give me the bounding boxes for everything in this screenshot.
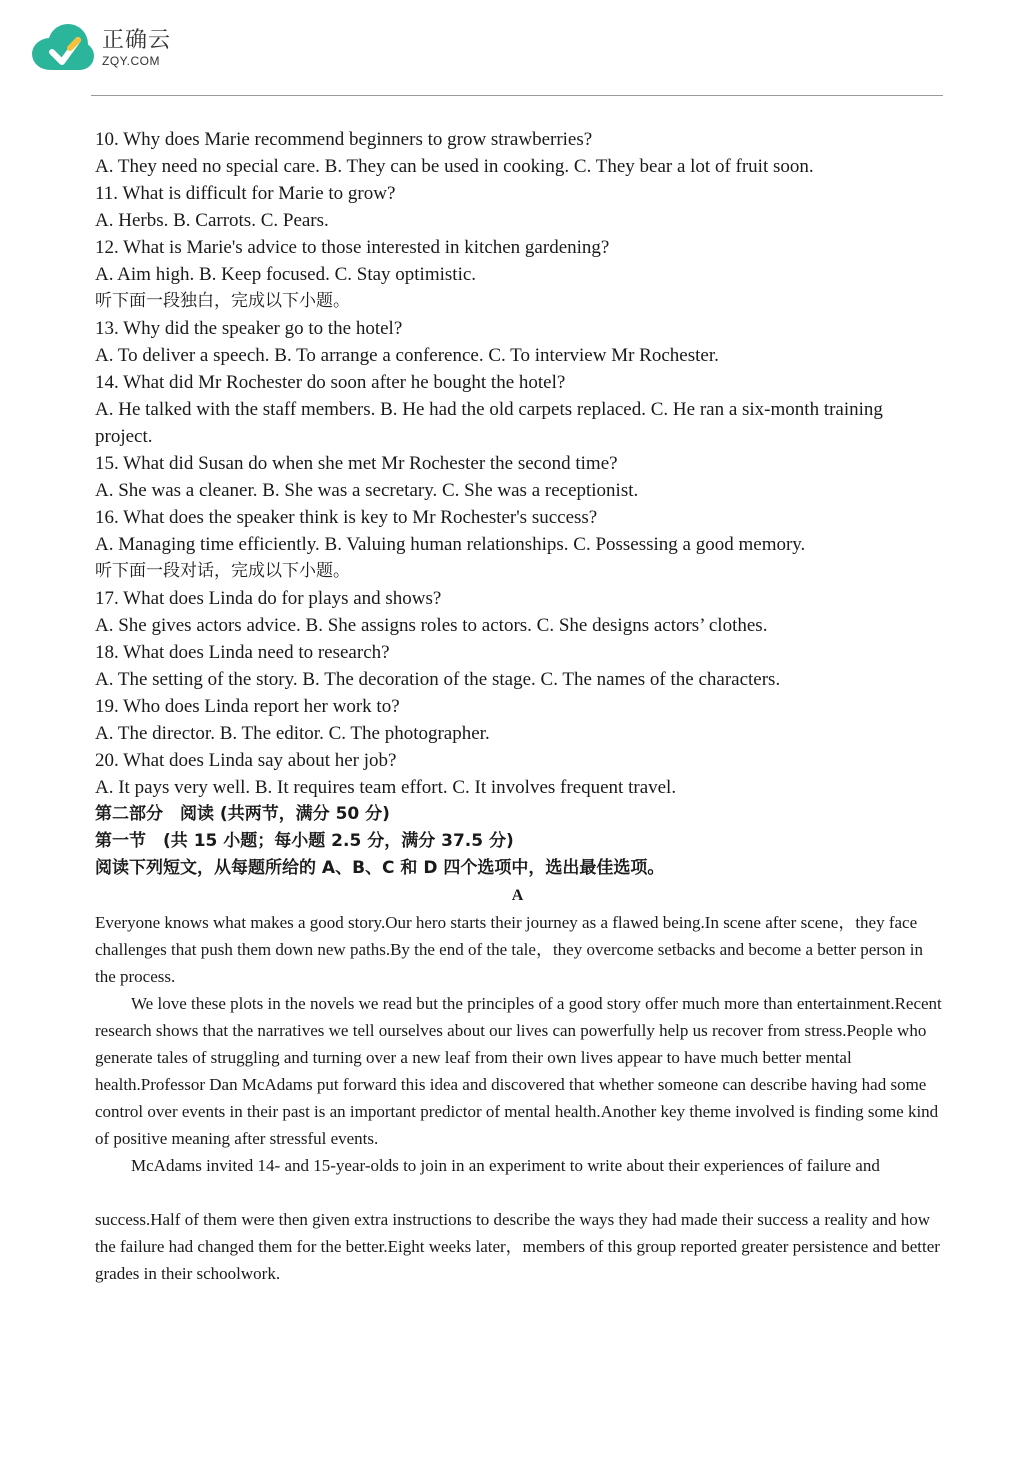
question-10: 10. Why does Marie recommend beginners to grow strawberries? — [95, 129, 593, 150]
header-divider — [91, 95, 943, 96]
question-17: 17. What does Linda do for plays and shows? — [95, 588, 442, 609]
passage-paragraph-1: Everyone knows what makes a good story.Our hero starts their journey as a flawed being.In scene after scene，they face challenges that push them down new paths.By the end of the tale，they overcome setbacks and become a better person in the process. — [95, 913, 924, 986]
question-15: 15. What did Susan do when she met Mr Rochester the second time? — [95, 453, 618, 474]
question-19: 19. Who does Linda report her work to? — [95, 696, 400, 717]
question-12: 12. What is Marie's advice to those interested in kitchen gardening? — [95, 237, 610, 258]
options-18: A. The setting of the story. B. The decoration of the stage. C. The names of the characters. — [95, 669, 781, 690]
logo-domain: ZQY.COM — [102, 54, 160, 68]
options-19: A. The director. B. The editor. C. The photographer. — [95, 723, 490, 744]
options-10: A. They need no special care. B. They can be used in cooking. C. They bear a lot of fruit soon. — [95, 156, 814, 177]
options-12: A. Aim high. B. Keep focused. C. Stay optimistic. — [95, 264, 477, 285]
options-17: A. She gives actors advice. B. She assigns roles to actors. C. She designs actors’ clothes. — [95, 615, 768, 636]
page-break-gap — [95, 1179, 945, 1206]
options-13: A. To deliver a speech. B. To arrange a conference. C. To interview Mr Rochester. — [95, 345, 719, 366]
question-13: 13. Why did the speaker go to the hotel? — [95, 318, 403, 339]
logo-text — [102, 28, 171, 68]
passage-paragraph-3: McAdams invited 14- and 15-year-olds to join in an experiment to write about their experiences of failure and — [131, 1156, 880, 1175]
question-20: 20. What does Linda say about her job? — [95, 750, 397, 771]
question-18: 18. What does Linda need to research? — [95, 642, 390, 663]
options-14: A. He talked with the staff members. B. He had the old carpets replaced. C. He ran a six-month training project. — [95, 399, 883, 447]
options-15: A. She was a cleaner. B. She was a secretary. C. She was a receptionist. — [95, 480, 639, 501]
question-14: 14. What did Mr Rochester do soon after he bought the hotel? — [95, 372, 566, 393]
options-20: A. It pays very well. B. It requires team effort. C. It involves frequent travel. — [95, 777, 677, 798]
section-instruction-monologue: 听下面一段独白，完成以下小题。 — [95, 291, 350, 311]
logo-chinese-name: 正确云 — [102, 28, 172, 53]
document-body — [95, 126, 945, 1287]
section-instruction-dialogue: 听下面一段对话，完成以下小题。 — [95, 561, 350, 581]
question-16: 16. What does the speaker think is key to Mr Rochester's success? — [95, 507, 598, 528]
question-11: 11. What is difficult for Marie to grow? — [95, 183, 396, 204]
passage-paragraph-3-continued: success.Half of them were then given extra instructions to describe the ways they had made their success a reality and how the failure had changed them for the better.Eight weeks later，members of this group reported greater persistence and better grades in their schoolwork. — [95, 1210, 940, 1283]
passage-paragraph-2: We love these plots in the novels we read but the principles of a good story offer much more than entertainment.Recent research shows that the narratives we tell ourselves about our lives can powerfully help us recover from stress.People who generate tales of struggling and turning over a new leaf from their own lives appear to have much better mental health.Professor Dan McAdams put forward this idea and discovered that whether someone can describe having had some control over events in their past is an important predictor of mental health.Another key theme involved is finding some kind of positive meaning after stressful events. — [95, 994, 942, 1148]
options-11: A. Herbs. B. Carrots. C. Pears. — [95, 210, 329, 231]
options-16: A. Managing time efficiently. B. Valuing human relationships. C. Possessing a good memory. — [95, 534, 806, 555]
section1-heading: 第一节 (共 15 小题；每小题 2.5 分，满分 37.5 分) — [95, 831, 514, 851]
header — [30, 22, 171, 74]
cloud-check-logo-icon — [30, 22, 96, 74]
part2-heading: 第二部分 阅读 (共两节，满分 50 分) — [95, 804, 390, 824]
reading-instruction: 阅读下列短文，从每题所给的 A、B、C 和 D 四个选项中，选出最佳选项。 — [95, 858, 665, 878]
passage-title: A — [511, 887, 524, 904]
